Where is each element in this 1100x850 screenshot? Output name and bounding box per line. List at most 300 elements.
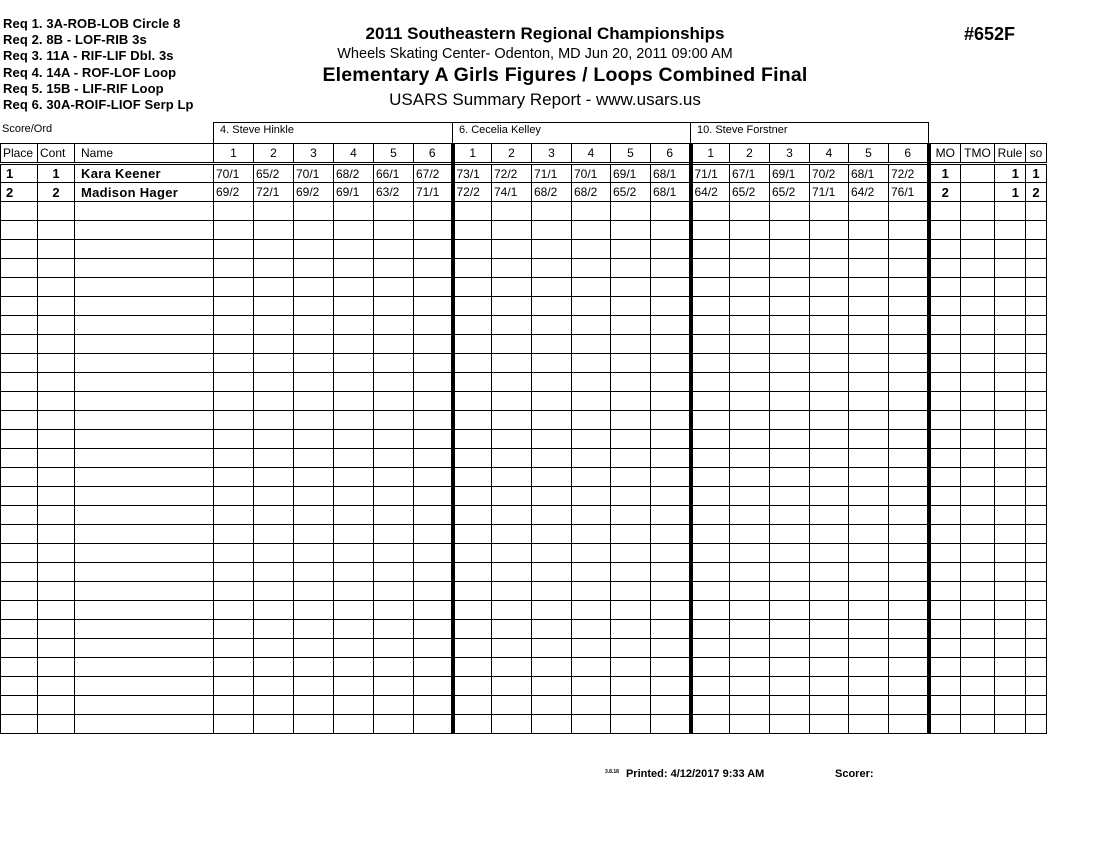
empty-cell [453,221,492,240]
empty-cell [38,449,75,468]
empty-cell [1026,525,1047,544]
empty-cell [1026,411,1047,430]
empty-cell [611,278,651,297]
empty-cell [254,335,294,354]
empty-cell [691,582,730,601]
empty-cell [214,449,254,468]
report-footer [605,768,874,780]
empty-cell [611,715,651,734]
empty-cell [532,259,572,278]
col-header-cont: Cont [38,144,75,164]
empty-cell [611,639,651,658]
empty-cell [374,430,414,449]
empty-cell [38,297,75,316]
empty-table-row [1,468,1047,487]
empty-cell [961,582,995,601]
empty-cell [414,544,453,563]
empty-cell [532,373,572,392]
empty-cell [730,601,770,620]
judge1-fig6-score-cell: 71/1 [414,183,453,202]
empty-cell [691,221,730,240]
empty-cell [334,620,374,639]
empty-cell [75,658,214,677]
empty-cell [572,354,611,373]
empty-cell [929,259,961,278]
empty-cell [730,278,770,297]
empty-cell [611,601,651,620]
empty-cell [889,373,929,392]
empty-cell [1026,544,1047,563]
judge2-fig2-score-cell: 74/1 [492,183,532,202]
empty-cell [611,221,651,240]
empty-cell [492,487,532,506]
empty-cell [492,563,532,582]
empty-cell [453,620,492,639]
empty-cell [810,430,849,449]
empty-cell [254,297,294,316]
empty-cell [849,658,889,677]
empty-cell [611,392,651,411]
empty-cell [414,639,453,658]
empty-cell [730,240,770,259]
empty-cell [961,373,995,392]
empty-cell [75,468,214,487]
empty-cell [1026,563,1047,582]
empty-cell [1026,278,1047,297]
empty-cell [810,316,849,335]
empty-cell [810,335,849,354]
empty-cell [651,259,691,278]
col-header-rule: Rule [995,144,1026,164]
empty-cell [453,677,492,696]
empty-cell [961,658,995,677]
empty-cell [1026,259,1047,278]
empty-cell [995,487,1026,506]
empty-cell [929,278,961,297]
empty-cell [691,487,730,506]
empty-cell [214,392,254,411]
empty-cell [1026,506,1047,525]
empty-cell [730,354,770,373]
empty-cell [810,601,849,620]
judge3-fig6-score-cell: 76/1 [889,183,929,202]
empty-cell [214,544,254,563]
judge3-fig5-score-cell: 64/2 [849,183,889,202]
col-header-j2-fig3: 3 [532,144,572,164]
empty-cell [1026,297,1047,316]
empty-cell [995,335,1026,354]
empty-cell [414,202,453,221]
empty-cell [214,354,254,373]
empty-cell [1,278,38,297]
col-header-j2-fig5: 5 [611,144,651,164]
empty-cell [849,715,889,734]
empty-table-row [1,658,1047,677]
empty-cell [414,354,453,373]
empty-cell [770,297,810,316]
empty-cell [810,544,849,563]
empty-cell [849,278,889,297]
empty-cell [414,335,453,354]
empty-cell [849,259,889,278]
empty-cell [414,696,453,715]
empty-cell [532,354,572,373]
empty-cell [691,202,730,221]
empty-cell [810,449,849,468]
empty-cell [810,259,849,278]
empty-cell [254,582,294,601]
empty-cell [810,677,849,696]
empty-cell [849,601,889,620]
empty-cell [492,620,532,639]
empty-cell [492,449,532,468]
empty-cell [75,506,214,525]
empty-cell [995,544,1026,563]
empty-cell [849,221,889,240]
empty-cell [334,316,374,335]
empty-cell [611,430,651,449]
empty-table-row [1,297,1047,316]
empty-cell [929,297,961,316]
empty-cell [961,525,995,544]
empty-cell [691,563,730,582]
empty-cell [254,639,294,658]
empty-cell [849,506,889,525]
empty-cell [995,316,1026,335]
empty-cell [294,297,334,316]
empty-cell [374,449,414,468]
empty-table-row [1,696,1047,715]
empty-cell [611,468,651,487]
empty-cell [889,544,929,563]
empty-table-row [1,639,1047,658]
empty-cell [1,582,38,601]
empty-cell [1,506,38,525]
empty-cell [254,259,294,278]
empty-cell [334,506,374,525]
empty-cell [810,278,849,297]
empty-cell [611,696,651,715]
empty-cell [1026,202,1047,221]
empty-cell [38,525,75,544]
empty-cell [572,658,611,677]
empty-cell [254,525,294,544]
col-header-j3-fig6: 6 [889,144,929,164]
empty-cell [1026,449,1047,468]
empty-cell [75,525,214,544]
empty-cell [611,544,651,563]
empty-cell [691,259,730,278]
empty-cell [572,715,611,734]
empty-cell [532,715,572,734]
empty-cell [572,259,611,278]
judge2-fig6-score-cell: 68/1 [651,164,691,183]
empty-cell [294,544,334,563]
empty-cell [1,696,38,715]
empty-cell [214,563,254,582]
empty-cell [254,715,294,734]
empty-cell [810,392,849,411]
empty-cell [572,696,611,715]
so-cell: 2 [1026,183,1047,202]
judge2-fig5-score-cell: 69/1 [611,164,651,183]
empty-cell [334,525,374,544]
empty-cell [214,696,254,715]
empty-cell [995,582,1026,601]
empty-cell [810,658,849,677]
empty-cell [492,411,532,430]
empty-cell [75,240,214,259]
empty-cell [374,468,414,487]
col-header-j1-fig2: 2 [254,144,294,164]
empty-cell [214,639,254,658]
requirement-4: Req 4. 14A - ROF-LOF Loop [3,64,177,80]
empty-cell [254,430,294,449]
empty-cell [294,677,334,696]
empty-cell [810,487,849,506]
empty-cell [849,563,889,582]
empty-cell [294,620,334,639]
empty-cell [38,601,75,620]
empty-cell [532,677,572,696]
empty-cell [770,259,810,278]
rule-cell: 1 [995,183,1026,202]
empty-cell [254,449,294,468]
empty-cell [572,677,611,696]
empty-cell [453,601,492,620]
empty-cell [730,221,770,240]
empty-cell [532,696,572,715]
empty-cell [254,240,294,259]
results-table [0,143,1047,734]
empty-cell [492,354,532,373]
empty-cell [453,316,492,335]
empty-cell [995,278,1026,297]
tmo-cell [961,164,995,183]
empty-cell [374,316,414,335]
judge3-fig5-score-cell: 68/1 [849,164,889,183]
empty-cell [492,525,532,544]
judge2-fig2-score-cell: 72/2 [492,164,532,183]
empty-cell [849,335,889,354]
empty-cell [1026,392,1047,411]
empty-cell [849,411,889,430]
empty-cell [414,715,453,734]
empty-cell [1,259,38,278]
empty-cell [38,620,75,639]
empty-cell [849,316,889,335]
empty-cell [929,335,961,354]
empty-table-row [1,259,1047,278]
judge1-fig1-score-cell: 69/2 [214,183,254,202]
empty-cell [572,544,611,563]
empty-cell [770,278,810,297]
empty-cell [651,677,691,696]
empty-cell [532,639,572,658]
empty-cell [995,259,1026,278]
empty-cell [849,354,889,373]
empty-cell [294,335,334,354]
empty-cell [1,430,38,449]
empty-cell [651,525,691,544]
empty-cell [651,620,691,639]
empty-cell [334,430,374,449]
empty-cell [889,620,929,639]
judge1-fig3-score-cell: 70/1 [294,164,334,183]
empty-cell [889,316,929,335]
empty-cell [730,335,770,354]
judge2-fig3-score-cell: 68/2 [532,183,572,202]
empty-cell [532,563,572,582]
empty-cell [492,544,532,563]
table-row [1,164,1047,183]
empty-cell [75,354,214,373]
empty-cell [572,392,611,411]
empty-cell [572,335,611,354]
empty-cell [414,563,453,582]
empty-cell [414,658,453,677]
empty-cell [611,563,651,582]
empty-cell [1,658,38,677]
empty-cell [770,335,810,354]
col-header-mo: MO [929,144,961,164]
empty-cell [611,487,651,506]
empty-cell [611,354,651,373]
judge-header-3: 10. Steve Forstner [690,122,929,143]
empty-cell [961,221,995,240]
empty-cell [961,715,995,734]
empty-cell [492,316,532,335]
judge1-fig2-score-cell: 72/1 [254,183,294,202]
results-grid [0,143,1047,734]
empty-cell [334,677,374,696]
empty-cell [492,221,532,240]
empty-table-row [1,373,1047,392]
empty-cell [651,658,691,677]
empty-cell [770,696,810,715]
empty-cell [995,221,1026,240]
empty-cell [611,677,651,696]
empty-cell [38,221,75,240]
empty-cell [929,525,961,544]
judge1-fig4-score-cell: 68/2 [334,164,374,183]
empty-cell [1,525,38,544]
empty-cell [1,411,38,430]
empty-cell [611,449,651,468]
empty-cell [492,297,532,316]
empty-cell [294,278,334,297]
empty-cell [334,259,374,278]
empty-cell [214,582,254,601]
empty-cell [374,278,414,297]
empty-cell [730,449,770,468]
empty-cell [294,449,334,468]
empty-cell [374,411,414,430]
empty-cell [374,677,414,696]
empty-cell [995,525,1026,544]
empty-cell [691,316,730,335]
empty-cell [995,373,1026,392]
empty-cell [334,487,374,506]
requirement-3: Req 3. 11A - RIF-LIF Dbl. 3s [3,48,174,64]
empty-cell [294,525,334,544]
empty-cell [651,715,691,734]
empty-cell [889,715,929,734]
judge1-fig3-score-cell: 69/2 [294,183,334,202]
empty-cell [611,620,651,639]
empty-cell [995,601,1026,620]
empty-cell [1,202,38,221]
empty-cell [651,278,691,297]
empty-cell [770,582,810,601]
empty-cell [453,563,492,582]
empty-cell [453,525,492,544]
empty-cell [1,221,38,240]
empty-cell [611,316,651,335]
empty-cell [38,430,75,449]
empty-cell [414,620,453,639]
empty-cell [75,487,214,506]
empty-cell [294,715,334,734]
empty-table-row [1,278,1047,297]
empty-cell [453,715,492,734]
championship-title: 2011 Southeastern Regional Championships [365,24,725,43]
empty-cell [770,544,810,563]
empty-cell [532,240,572,259]
empty-cell [730,392,770,411]
empty-cell [810,525,849,544]
empty-cell [889,525,929,544]
empty-cell [651,316,691,335]
empty-cell [294,373,334,392]
empty-cell [254,354,294,373]
judge1-fig2-score-cell: 65/2 [254,164,294,183]
empty-cell [730,202,770,221]
empty-cell [810,582,849,601]
empty-cell [1,639,38,658]
empty-cell [849,202,889,221]
empty-cell [38,202,75,221]
empty-cell [38,468,75,487]
empty-cell [492,259,532,278]
empty-cell [730,259,770,278]
empty-cell [75,221,214,240]
printed-timestamp: Printed: 4/12/2017 9:33 AM [625,768,765,780]
empty-cell [929,373,961,392]
empty-cell [889,240,929,259]
empty-cell [889,297,929,316]
empty-cell [1,601,38,620]
empty-cell [453,449,492,468]
empty-cell [849,639,889,658]
empty-cell [214,525,254,544]
empty-cell [691,392,730,411]
empty-cell [492,715,532,734]
empty-cell [254,620,294,639]
empty-cell [651,354,691,373]
empty-cell [453,297,492,316]
empty-cell [572,620,611,639]
empty-table-row [1,563,1047,582]
empty-cell [75,677,214,696]
empty-cell [730,658,770,677]
empty-cell [374,202,414,221]
empty-cell [492,506,532,525]
empty-cell [651,297,691,316]
software-version: 3.8.18 [605,769,619,775]
empty-cell [651,221,691,240]
empty-cell [961,411,995,430]
